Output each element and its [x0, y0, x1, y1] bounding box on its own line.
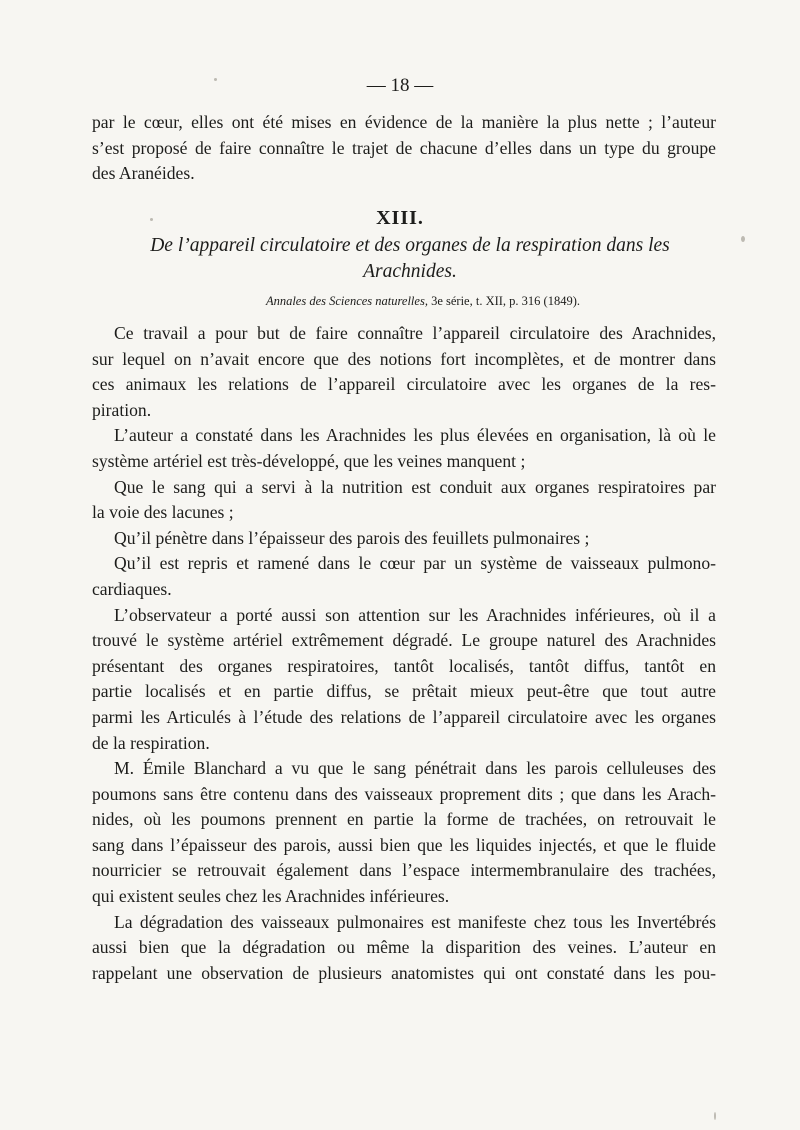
text-line: ces animaux les relations de l’appareil circulatoire avec les organes de la res- [92, 374, 716, 395]
paper-speck [714, 1112, 716, 1120]
section-title-line: De l’appareil circulatoire et des organes de la respiration dans les [150, 235, 670, 256]
text-line: Qu’il pénètre dans l’épaisseur des parois des feuillets pulmonaires ; [114, 527, 590, 548]
citation-details: 3e série, t. XII, p. 316 (1849). [431, 294, 580, 308]
text-line: Ce travail a pour but de faire connaître l’appareil circulatoire des Arachnides, [114, 323, 716, 343]
text-line: qui existent seules chez les Arachnides inférieures. [92, 886, 450, 907]
text-line: rappelant une observation de plusieurs anatomistes qui ont constaté dans les pou- [92, 962, 716, 983]
text-line: s’est proposé de faire connaître le trajet de chacune d’elles dans un type du groupe [92, 137, 716, 158]
page-number: — 18 — [366, 75, 434, 96]
text-line: la voie des lacunes ; [92, 502, 234, 523]
text-line: L’auteur a constaté dans les Arachnides les plus élevées en organisation, là où le [114, 425, 716, 446]
text-line: piration. [92, 399, 152, 420]
text-line: partie localisés et en partie diffus, se prêtait mieux peut-être que tout autre [92, 681, 716, 702]
section-title [120, 233, 700, 285]
paragraph [92, 756, 716, 910]
paragraph [92, 603, 716, 757]
paragraph [92, 551, 716, 602]
text-line: nourricier se retrouvait également dans l’espace intermembranulaire des trachées, [92, 860, 716, 881]
text-line: Que le sang qui a servi à la nutrition est conduit aux organes respiratoires par [114, 476, 716, 497]
section-title-line: Arachnides. [363, 261, 457, 282]
paragraph [92, 321, 716, 423]
text-line: trouvé le système artériel extrêmement dégradé. Le groupe naturel des Arachnides [92, 630, 716, 651]
text-line: M. Émile Blanchard a vu que le sang pénétrait dans les parois celluleuses des [114, 758, 716, 779]
citation-journal: Annales des Sciences naturelles, [265, 294, 428, 308]
intro-paragraph [92, 110, 716, 187]
text-line: Qu’il est repris et ramené dans le cœur par un système de vaisseaux pulmono- [114, 553, 716, 574]
text-line: La dégradation des vaisseaux pulmonaires est manifeste chez tous les Invertébrés [114, 911, 716, 932]
text-line: sur lequel on n’avait encore que des notions fort incomplètes, et de montrer dans [92, 348, 716, 369]
text-line: nides, où les poumons prennent en partie la forme de trachées, on retrouvait le [92, 809, 716, 830]
text-line: aussi bien que la dégradation ou même la disparition des veines. L’auteur en [92, 937, 716, 958]
section-number: XIII. [376, 207, 424, 229]
citation [120, 292, 580, 310]
body-text [92, 321, 716, 986]
text-line: poumons sans être contenu dans des vaisseaux proprement dits ; que dans les Arach- [92, 783, 716, 804]
paragraph [92, 910, 716, 987]
text-line: sang dans l’épaisseur des parois, aussi bien que les liquides injectés, et que le fluide [92, 834, 716, 855]
text-line: présentant des organes respiratoires, tantôt localisés, tantôt diffus, tantôt en [92, 655, 716, 676]
paper-speck [741, 236, 745, 242]
text-line: des Aranéides. [92, 163, 195, 184]
paper-speck [150, 218, 153, 221]
text-line: système artériel est très-développé, que les veines manquent ; [92, 450, 526, 471]
paragraph [92, 423, 716, 474]
text-line: L’observateur a porté aussi son attention sur les Arachnides inférieures, où il a [114, 604, 716, 625]
paper-speck [214, 78, 217, 81]
paragraph [92, 475, 716, 526]
text-line: parmi les Articulés à l’étude des relations de l’appareil circulatoire avec les organes [92, 706, 716, 727]
text-line: par le cœur, elles ont été mises en évidence de la manière la plus nette ; l’auteur [92, 112, 716, 132]
text-line: cardiaques. [92, 578, 172, 599]
text-line: de la respiration. [92, 732, 210, 753]
paragraph [92, 526, 716, 552]
